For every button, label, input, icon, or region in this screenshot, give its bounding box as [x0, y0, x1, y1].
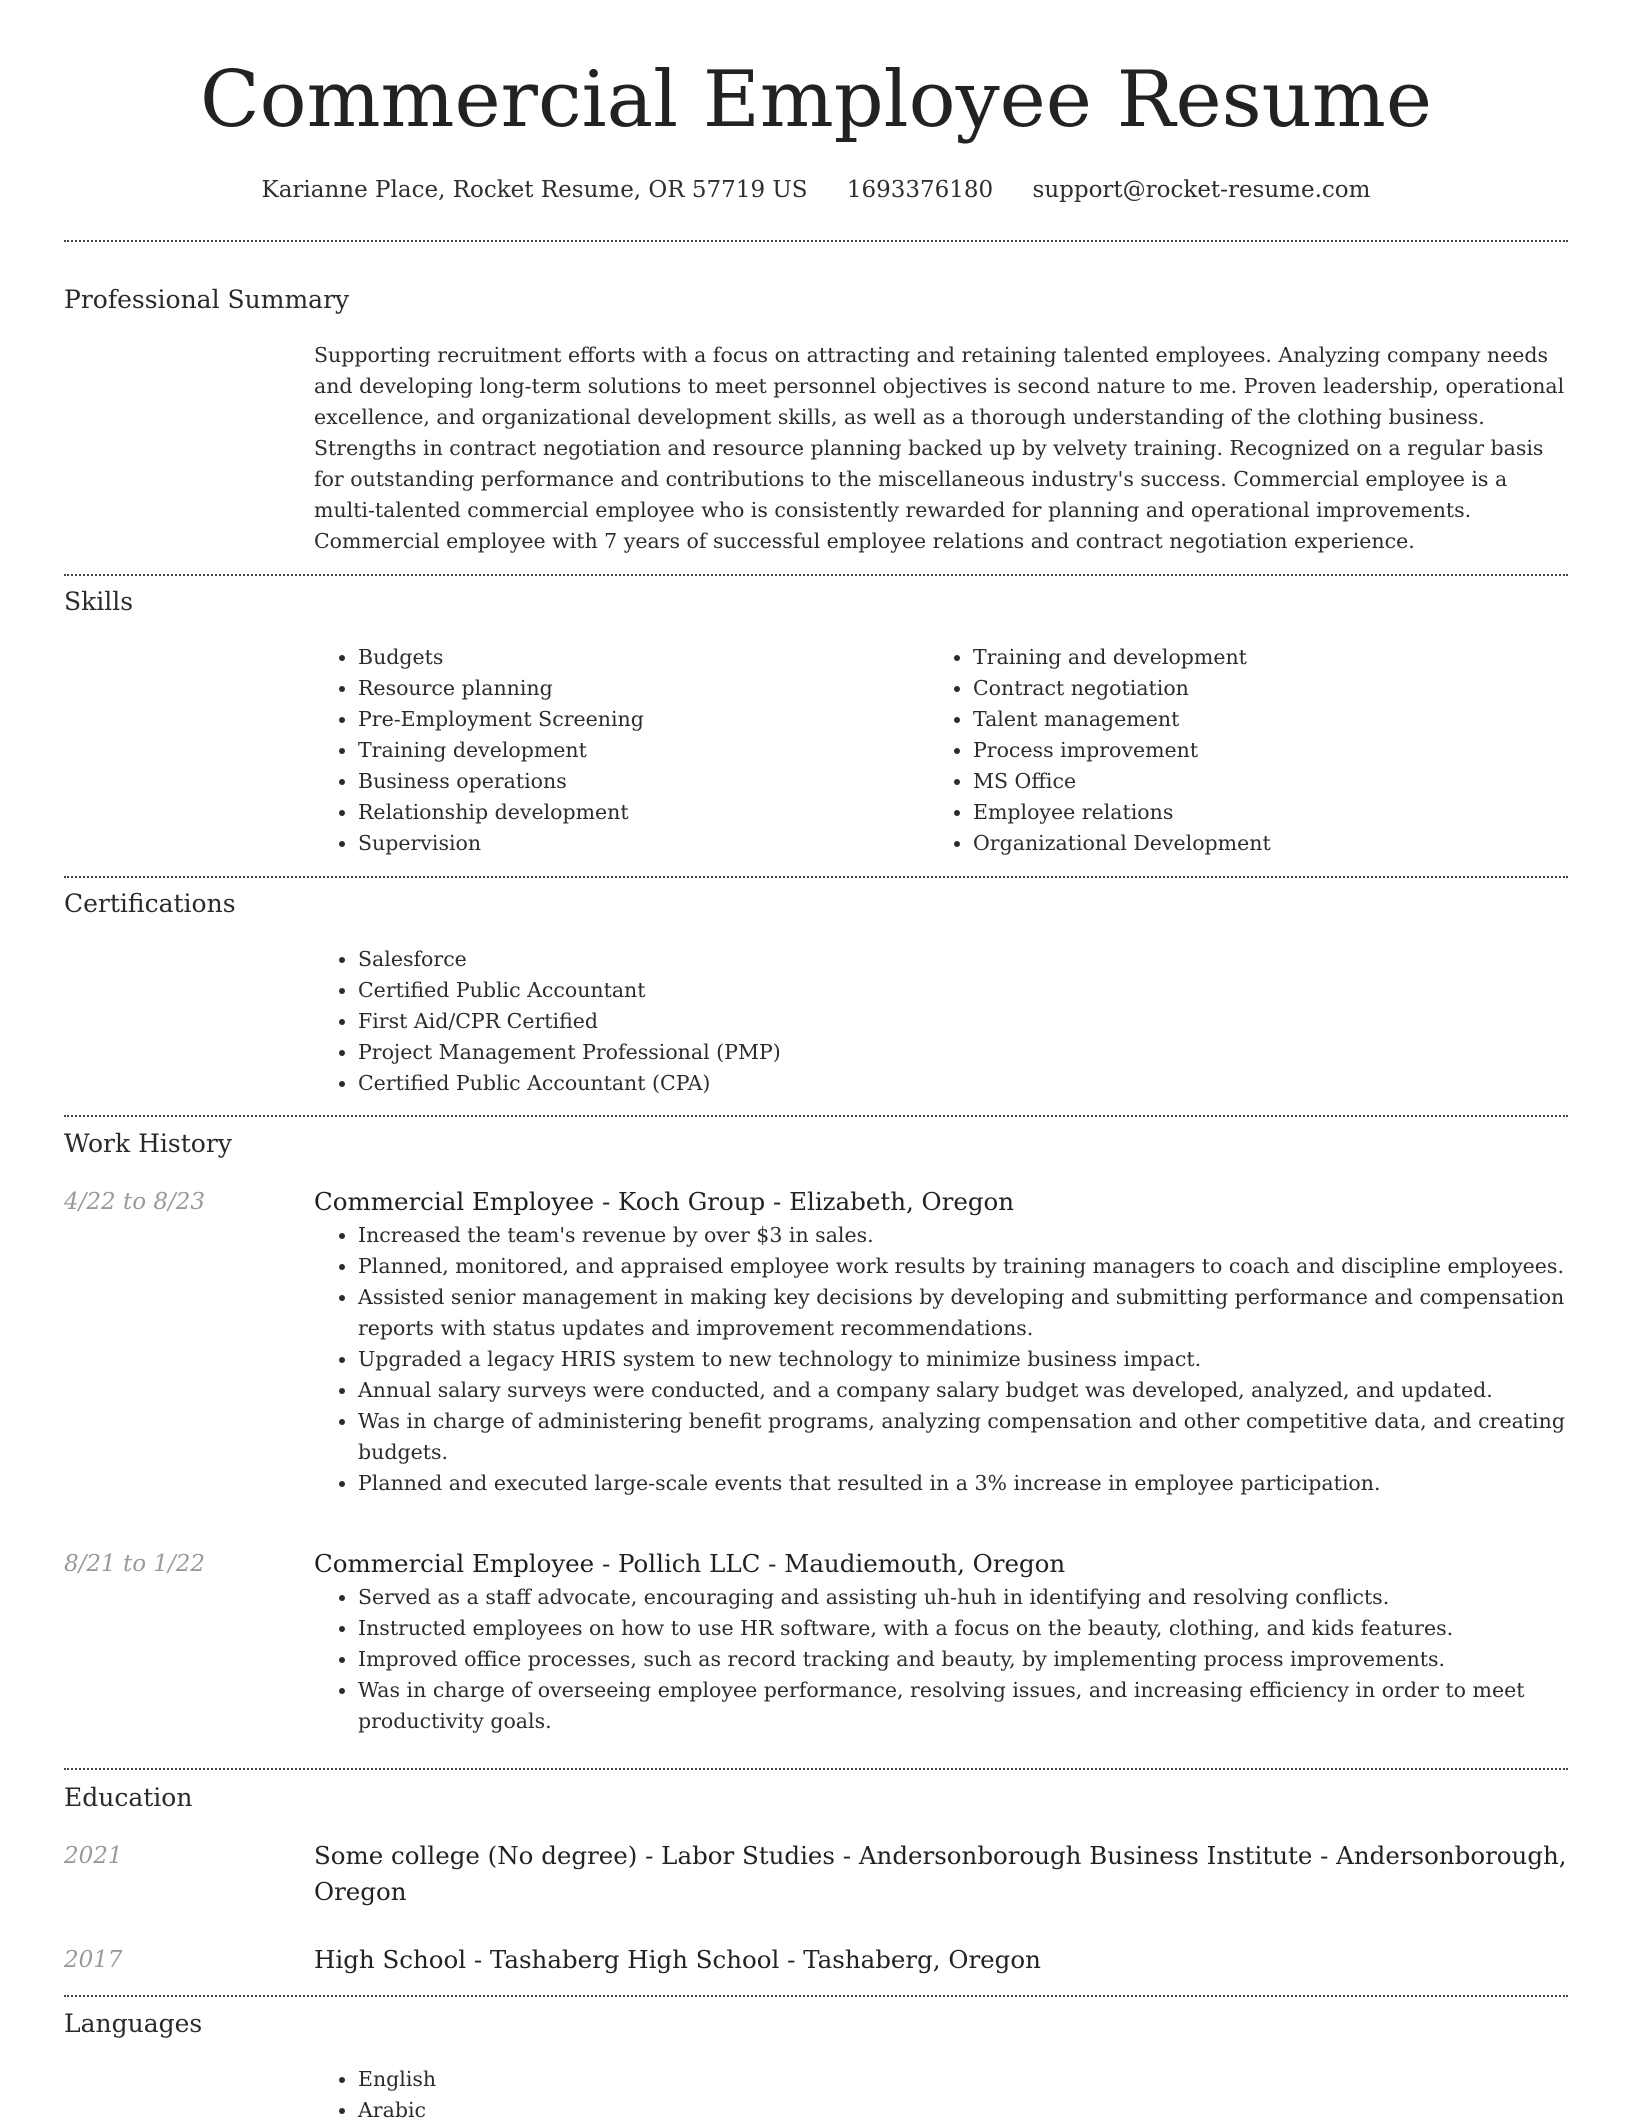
job-bullet: • Annual salary surveys were conducted, and a company salary budget was developed, analyzed, and updated.	[358, 1375, 1568, 1406]
job-separator: -	[594, 1549, 619, 1578]
languages-heading: Languages	[64, 2009, 203, 2038]
resume-title: Commercial Employee Resume	[199, 55, 1433, 145]
divider	[64, 574, 1568, 576]
contact-address: Karianne Place, Rocket Resume, OR 57719 US	[261, 177, 808, 203]
languages-section	[314, 2064, 1568, 2126]
skill-item: • Process improvement	[973, 735, 1544, 766]
certification-item: • Certified Public Accountant (CPA)	[358, 1068, 1568, 1099]
skill-item: • Organizational Development	[973, 828, 1544, 859]
job-dates: 4/22 to 8/23	[64, 1189, 206, 1215]
job-dates: 8/21 to 1/22	[64, 1551, 206, 1577]
job-role: Commercial Employee	[314, 1187, 595, 1216]
skill-item: • Relationship development	[358, 797, 929, 828]
skill-item: • Budgets	[358, 642, 929, 673]
contact-phone: 1693376180	[846, 177, 994, 203]
contact-email[interactable]: support@rocket-resume.com	[1032, 177, 1371, 203]
skills-column-right	[929, 642, 1544, 859]
summary-heading: Professional Summary	[64, 285, 350, 314]
job-title	[314, 1546, 1568, 1582]
divider	[64, 876, 1568, 878]
language-item: • Arabic	[358, 2095, 1568, 2126]
skills-section	[314, 642, 1568, 859]
job-bullet: • Planned, monitored, and appraised employee work results by training managers to coach and discipline employees.	[358, 1251, 1568, 1282]
job-bullet: • Planned and executed large-scale events that resulted in a 3% increase in employee participation.	[358, 1468, 1568, 1499]
contact-line	[0, 170, 1632, 210]
job-bullet: • Instructed employees on how to use HR software, with a focus on the beauty, clothing, and kids features.	[358, 1613, 1568, 1644]
skill-item: • Business operations	[358, 766, 929, 797]
divider	[64, 1995, 1568, 1997]
certifications-section	[314, 944, 1568, 1099]
job-company: Pollich LLC	[618, 1549, 761, 1578]
divider	[64, 1768, 1568, 1770]
skill-item: • Training development	[358, 735, 929, 766]
skill-item: • MS Office	[973, 766, 1544, 797]
job-separator: -	[765, 1187, 790, 1216]
education-title: High School - Tashaberg High School - Tashaberg, Oregon	[314, 1945, 1041, 1974]
education-year: 2017	[64, 1947, 123, 1973]
certification-item: • Certified Public Accountant	[358, 975, 1568, 1006]
job-bullet: • Upgraded a legacy HRIS system to new technology to minimize business impact.	[358, 1344, 1568, 1375]
skills-heading: Skills	[64, 587, 134, 616]
job-title	[314, 1184, 1568, 1220]
job-entry	[314, 1546, 1568, 1737]
summary-text: Supporting recruitment efforts with a focus on attracting and retaining talented employees. Analyzing company needs and developing long-term solutions to meet personnel objectives is second nature to me. Proven leadership, operational excellence, and organizational development skills, as well as a thorough understanding of the clothing business. Strengths in contract negotiation and resource planning backed up by velvety training. Recognized on a regular basis for outstanding performance and contributions to the miscellaneous industry's success. Commercial employee is a multi-talented commercial employee who is consistently rewarded for planning and operational improvements. Commercial employee with 7 years of successful employee relations and contract negotiation experience.	[314, 343, 1565, 553]
education-title: Some college (No degree) - Labor Studies - Andersonborough Business Institute - Andersonborough, Oregon	[314, 1841, 1567, 1906]
job-bullet: • Improved office processes, such as record tracking and beauty, by implementing process improvements.	[358, 1644, 1568, 1675]
job-location: Elizabeth, Oregon	[789, 1187, 1015, 1216]
language-item: • English	[358, 2064, 1568, 2095]
divider	[64, 1115, 1568, 1117]
skill-item: • Supervision	[358, 828, 929, 859]
skill-item: • Pre-Employment Screening	[358, 704, 929, 735]
job-company: Koch Group	[618, 1187, 766, 1216]
divider	[64, 240, 1568, 242]
job-role: Commercial Employee	[314, 1549, 595, 1578]
job-separator: -	[594, 1187, 619, 1216]
skills-column-left	[314, 642, 929, 859]
job-separator: -	[760, 1549, 785, 1578]
job-bullet: • Was in charge of administering benefit programs, analyzing compensation and other competitive data, and creating budgets.	[358, 1406, 1568, 1468]
skill-item: • Resource planning	[358, 673, 929, 704]
education-entry	[314, 1838, 1568, 1910]
job-bullet: • Increased the team's revenue by over $3 in sales.	[358, 1220, 1568, 1251]
skill-item: • Contract negotiation	[973, 673, 1544, 704]
summary-section	[314, 340, 1568, 557]
skill-item: • Employee relations	[973, 797, 1544, 828]
certification-item: • First Aid/CPR Certified	[358, 1006, 1568, 1037]
education-year: 2021	[64, 1843, 123, 1869]
skill-item: • Training and development	[973, 642, 1544, 673]
skill-item: • Talent management	[973, 704, 1544, 735]
certification-item: • Project Management Professional (PMP)	[358, 1037, 1568, 1068]
job-location: Maudiemouth, Oregon	[784, 1549, 1066, 1578]
job-entry	[314, 1184, 1568, 1499]
job-bullet: • Was in charge of overseeing employee performance, resolving issues, and increasing efficiency in order to meet productivity goals.	[358, 1675, 1568, 1737]
work-history-heading: Work History	[64, 1129, 232, 1158]
certification-item: • Salesforce	[358, 944, 1568, 975]
certifications-heading: Certifications	[64, 889, 236, 918]
job-bullet: • Served as a staff advocate, encouraging and assisting uh-huh in identifying and resolving conflicts.	[358, 1582, 1568, 1613]
job-bullet: • Assisted senior management in making key decisions by developing and submitting performance and compensation reports with status updates and improvement recommendations.	[358, 1282, 1568, 1344]
education-heading: Education	[64, 1783, 193, 1812]
education-entry	[314, 1942, 1568, 1978]
